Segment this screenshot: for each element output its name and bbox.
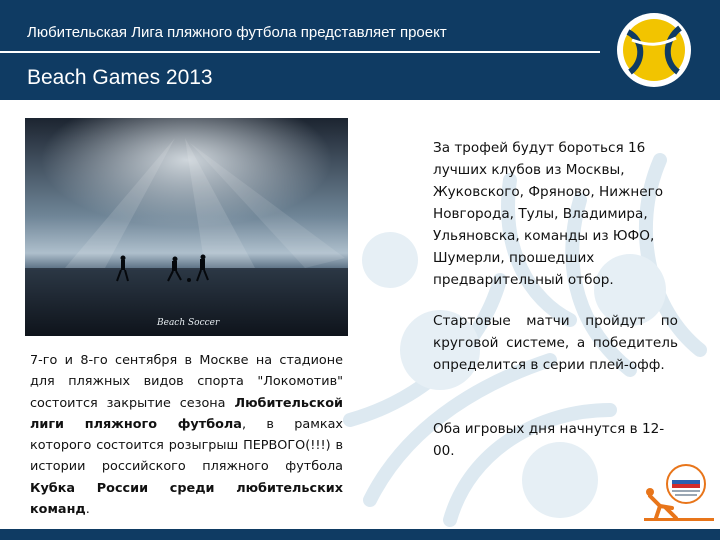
left-text-bold-cup: Кубка России среди любительских команд — [30, 480, 343, 518]
beach-soccer-federation-badge-icon — [642, 462, 716, 522]
left-text-part1: 7-го и 8-го сентября в Москве на стадионе для пляжных видов спорта "Локомотив" состоится закрытие сезона — [30, 353, 343, 411]
clubs-paragraph — [433, 137, 678, 291]
format-text: Стартовые матчи пройдут по круговой системе, а победитель определится в серии плей-офф. — [433, 313, 678, 373]
event-description-left — [30, 350, 343, 520]
footer-bar — [0, 529, 720, 540]
schedule-text: Оба игровых дня начнутся в 12-00. — [433, 421, 665, 459]
format-paragraph — [433, 310, 678, 376]
header-subtitle: Любительская Лига пляжного футбола представляет проект — [27, 24, 447, 41]
clubs-text: За трофей будут бороться 16 лучших клубов из Москвы, Жуковского, Фряново, Нижнего Новгорода, Тулы, Владимира, Ульяновска, команды из ЮФО, Шумерли, прошедших предварительный отбор. — [433, 140, 664, 288]
beach-soccer-photo — [25, 118, 348, 336]
photo-signature: Beach Soccer — [157, 318, 220, 328]
left-text-part2: , в рамках которого состоится розыгрыш ПЕРВОГО(!!!) в истории российского пляжного футбола — [30, 416, 344, 475]
page-title: Beach Games 2013 — [27, 66, 213, 89]
left-text-bold-league: Любительской лиги пляжного футбола — [30, 395, 343, 432]
left-text-part3: . — [85, 502, 90, 518]
schedule-paragraph — [433, 418, 678, 462]
header-bar — [0, 0, 720, 100]
tennis-ball-logo-icon — [614, 10, 694, 90]
header-divider — [0, 51, 600, 53]
